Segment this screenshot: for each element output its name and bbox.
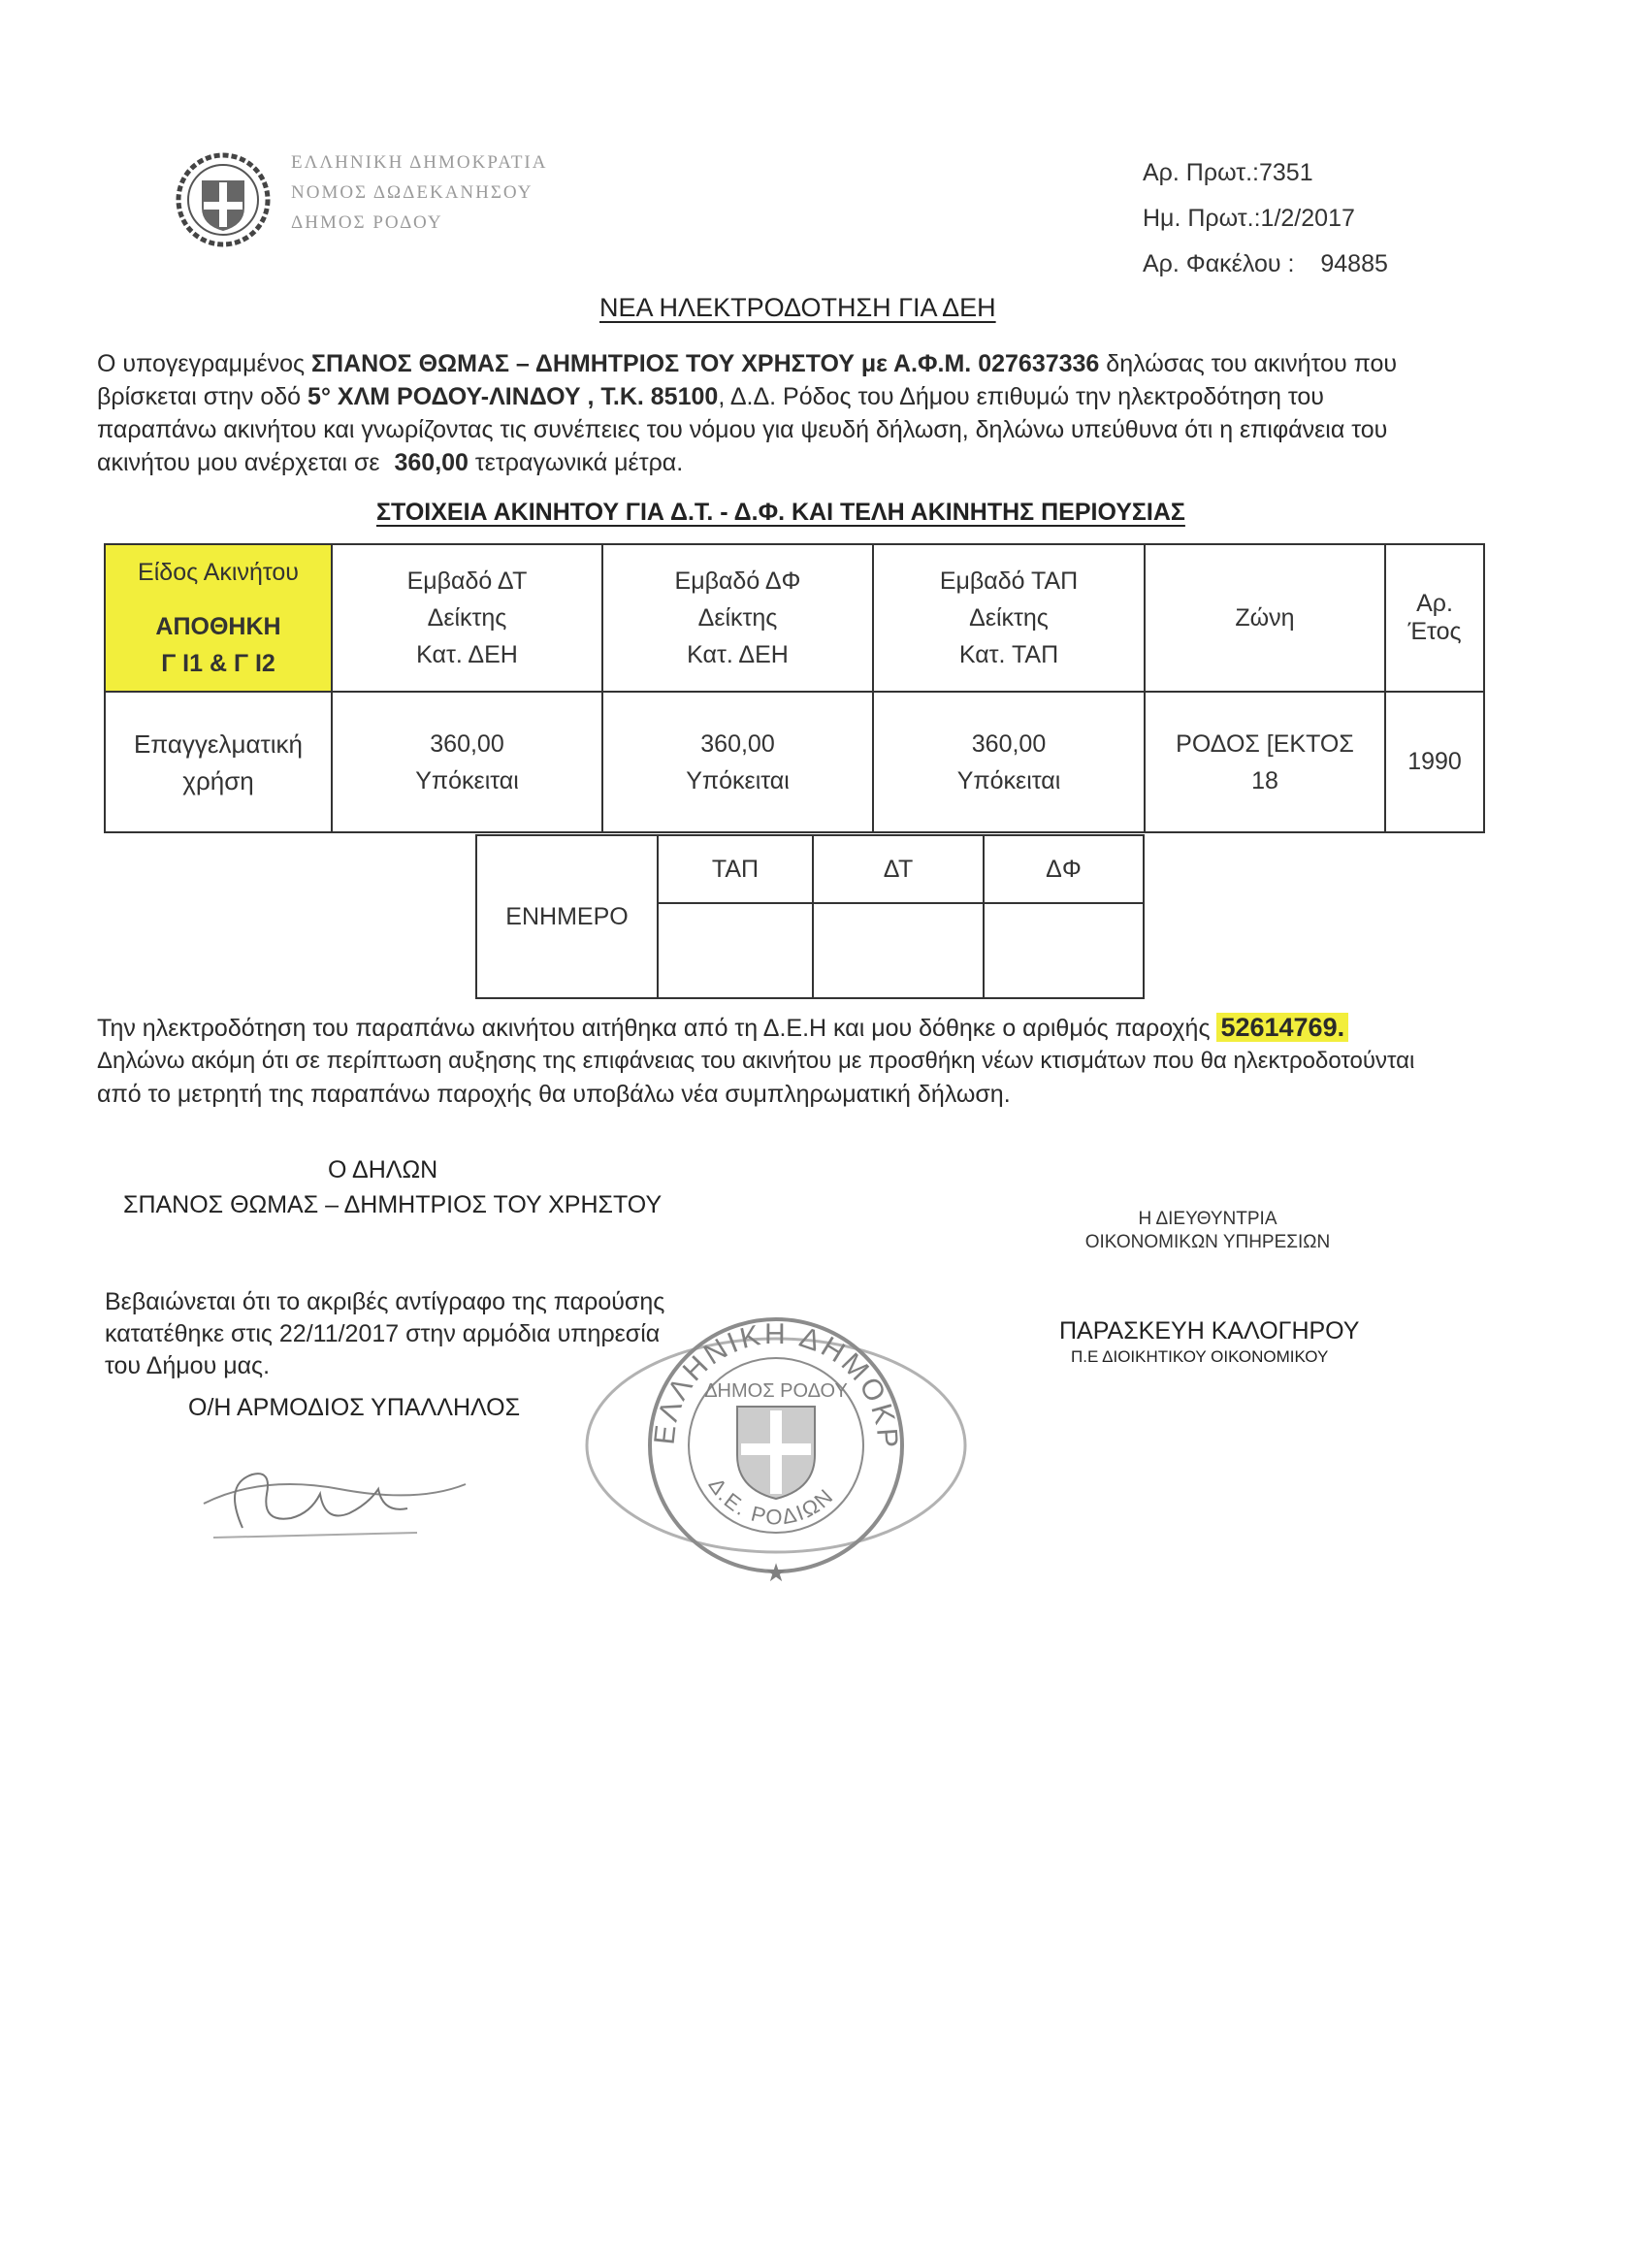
stamp-bottom-text: Δ.Ε. ΡΟΔΙΩΝ: [703, 1473, 839, 1530]
header-dt: [332, 544, 602, 692]
year-label-2: Έτος: [1407, 618, 1462, 645]
tap-category-label: Κατ. ΤΑΠ: [958, 641, 1059, 668]
status-dt-value: [813, 903, 984, 998]
intro-text-6: ακινήτου μου ανέρχεται σε: [97, 449, 380, 476]
declarant-label: Ο ΔΗΛΩΝ: [328, 1156, 438, 1183]
dt-area-value: 360,00: [430, 729, 504, 758]
stamp-outer-text: ΕΛΛΗΝΙΚΗ ΔΗΜΟΚΡ: [648, 1317, 904, 1450]
use-line-1: Επαγγελματική: [133, 729, 304, 759]
director-title-1: Η ΔΙΕΥΘΥΝΤΡΙΑ: [1138, 1209, 1277, 1229]
svg-text:★: ★: [764, 1558, 788, 1587]
section-title: ΣΤΟΙΧΕΙΑ ΑΚΙΝΗΤΟΥ ΓΙΑ Δ.Τ. - Δ.Φ. ΚΑΙ ΤΕΛΗ ΑΚΙΝΗΤΗΣ ΠΕΡΙΟΥΣΙΑΣ: [376, 499, 1185, 526]
header-tap: [873, 544, 1145, 692]
declaration-paragraph: [97, 347, 1484, 479]
document-title: ΝΕΑ ΗΛΕΚΤΡΟΔΟΤΗΣΗ ΓΙΑ ΔΕΗ: [599, 293, 996, 322]
official-stamp-icon: [582, 1280, 970, 1591]
property-table: [104, 543, 1485, 833]
certify-line-1: Βεβαιώνεται ότι το ακριβές αντίγραφο της παρούσης: [105, 1288, 665, 1315]
intro-text-3: βρίσκεται στην οδό: [97, 383, 302, 410]
df-index-label: Δείκτης: [697, 604, 778, 632]
status-col-dt: ΔΤ: [813, 835, 984, 903]
street-address: 5° ΧΛΜ ΡΟΔΟΥ-ΛΙΝΔΟΥ , Τ.Κ. 85100: [307, 383, 719, 410]
property-type-cell: [105, 544, 332, 692]
tap-status: Υπόκειται: [956, 766, 1061, 794]
use-line-2: χρήση: [182, 765, 254, 795]
intro-text-2: δηλώσας του ακινήτου που: [1106, 350, 1398, 377]
closing-text-1: Την ηλεκτροδότηση του παραπάνω ακινήτου αιτήθηκα από τη Δ.Ε.Η και μου δόθηκε ο αριθμός παροχής: [97, 1015, 1211, 1042]
header-df: [602, 544, 873, 692]
certify-line-3: του Δήμου μας.: [105, 1352, 271, 1379]
tap-area-value: 360,00: [971, 729, 1047, 758]
dt-area-label: Εμβαδό ΔΤ: [406, 567, 528, 595]
header-zone: Ζώνη: [1145, 544, 1385, 692]
certification-text: [105, 1286, 664, 1382]
intro-text-4: , Δ.Δ. Ρόδος του Δήμου επιθυμώ την ηλεκτροδότηση του: [718, 383, 1324, 410]
table-header-row: [105, 544, 1484, 692]
zone-name: ΡΟΔΟΣ [ΕΚΤΟΣ: [1176, 729, 1354, 758]
df-category-label: Κατ. ΔΕΗ: [687, 641, 789, 668]
issuer-header: [291, 147, 547, 238]
intro-text-7: τετραγωνικά μέτρα.: [474, 449, 684, 476]
status-label: ΕΝΗΜΕΡΟ: [476, 835, 658, 998]
afm-number: 027637336: [978, 350, 1100, 377]
director-title-2: ΟΙΚΟΝΟΜΙΚΩΝ ΥΠΗΡΕΣΙΩΝ: [1084, 1232, 1331, 1252]
year-value: 1990: [1385, 692, 1484, 832]
dt-index-label: Δείκτης: [427, 604, 507, 632]
dt-category-label: Κατ. ΔΕΗ: [416, 641, 518, 668]
intro-text-5: παραπάνω ακινήτου και γνωρίζοντας τις συνέπειες του νόμου για ψευδή δήλωση, δηλώνω υπεύθυνα ότι η επιφάνεια του: [97, 416, 1388, 443]
handwritten-signature-icon: [184, 1436, 475, 1552]
status-df-value: [984, 903, 1144, 998]
area-value: 360,00: [394, 449, 469, 476]
closing-text-2: Δηλώνω ακόμη ότι σε περίπτωση αυξησης της επιφάνειας του ακινήτου με προσθήκη νέων κτισμάτων που θα ηλεκτροδοτούνται: [97, 1048, 1415, 1074]
status-col-df: ΔΦ: [984, 835, 1144, 903]
tap-area-label: Εμβαδό ΤΑΠ: [939, 567, 1079, 595]
closing-paragraph: [97, 1011, 1494, 1111]
use-cell: [105, 692, 332, 832]
director-name: ΠΑΡΑΣΚΕΥΗ ΚΑΛΟΓΗΡΟΥ: [1059, 1317, 1360, 1345]
folder-number: 94885: [1320, 250, 1388, 277]
intro-text-1: Ο υπογεγραμμένος: [97, 350, 306, 377]
protocol-date: Ημ. Πρωτ.:1/2/2017: [1143, 205, 1355, 232]
tap-value-cell: [873, 692, 1145, 832]
year-label-1: Αρ.: [1416, 590, 1453, 617]
property-type-value: ΑΠΟΘΗΚΗ: [155, 613, 281, 640]
stamp-inner-text: ΔΗΜΟΣ ΡΟΔΟΥ: [704, 1380, 848, 1402]
issuer-line-2: ΝΟΜΟΣ ΔΩΔΕΚΑΝΗΣΟΥ: [291, 182, 534, 203]
status-table: [475, 834, 1145, 999]
director-block: [1083, 1208, 1333, 1254]
director-rank: Π.Ε ΔΙΟΙΚΗΤΙΚΟΥ ΟΙΚΟΝΟΜΙΚΟΥ: [1071, 1347, 1329, 1366]
afm-label: με Α.Φ.Μ.: [860, 350, 972, 377]
property-type-code: Γ Ι1 & Γ Ι2: [161, 650, 275, 677]
certify-line-2: κατατέθηκε στις 22/11/2017 στην αρμόδια υπηρεσία: [105, 1320, 661, 1347]
folder-label: Αρ. Φακέλου :: [1143, 250, 1295, 277]
property-type-label: Είδος Ακινήτου: [138, 559, 299, 586]
declarant-name: ΣΠΑΝΟΣ ΘΩΜΑΣ – ΔΗΜΗΤΡΙΟΣ ΤΟΥ ΧΡΗΣΤΟΥ: [311, 350, 855, 377]
dt-value-cell: [332, 692, 602, 832]
df-area-label: Εμβαδό ΔΦ: [674, 567, 801, 595]
issuer-line-1: ΕΛΛΗΝΙΚΗ ΔΗΜΟΚΡΑΤΙΑ: [291, 152, 548, 173]
df-status: Υπόκειται: [686, 766, 790, 794]
status-col-tap: ΤΑΠ: [658, 835, 813, 903]
dt-status: Υπόκειται: [415, 766, 519, 794]
tap-index-label: Δείκτης: [969, 604, 1049, 632]
declarant-signature-name: ΣΠΑΝΟΣ ΘΩΜΑΣ – ΔΗΜΗΤΡΙΟΣ ΤΟΥ ΧΡΗΣΤΟΥ: [123, 1191, 663, 1218]
table-row: [105, 692, 1484, 832]
header-year: [1385, 544, 1484, 692]
protocol-number: Αρ. Πρωτ.:7351: [1143, 159, 1313, 186]
issuer-line-3: ΔΗΜΟΣ ΡΟΔΟΥ: [291, 212, 443, 233]
df-area-value: 360,00: [700, 729, 775, 758]
protocol-info: [1143, 150, 1388, 287]
officer-label: Ο/Η ΑΡΜΟΔΙΟΣ ΥΠΑΛΛΗΛΟΣ: [188, 1394, 521, 1421]
zone-value-cell: [1145, 692, 1385, 832]
folder-number-row: [1143, 242, 1388, 287]
status-tap-value: [658, 903, 813, 998]
df-value-cell: [602, 692, 873, 832]
state-emblem-icon: [175, 151, 272, 248]
zone-number: 18: [1251, 766, 1278, 794]
supply-number: 52614769.: [1216, 1013, 1348, 1042]
closing-text-3: από το μετρητή της παραπάνω παροχής θα υποβάλω νέα συμπληρωματική δήλωση.: [97, 1081, 1011, 1108]
